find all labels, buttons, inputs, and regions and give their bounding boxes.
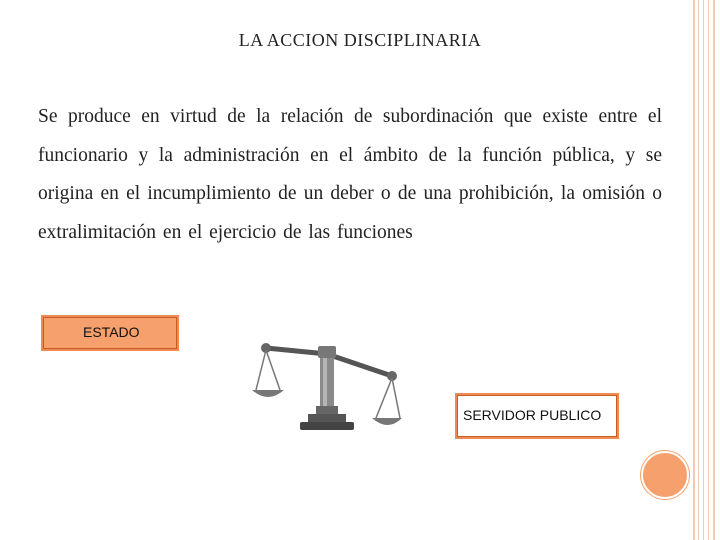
servidor-publico-box [455,393,619,439]
decorative-rule [698,0,699,540]
decorative-rule [708,0,709,540]
decorative-rule [713,0,715,540]
decorative-rule [693,0,695,540]
decorative-circle [641,451,689,499]
body-paragraph: Se produce en virtud de la relación de subordinación que existe entre el funcionario y la administración en el ámbito de la función pública, y se origina en el incumplimiento de un deber o de una prohibición, la omisión o extralimitación en el ejercicio de las funciones [38,106,662,243]
slide-title: LA ACCION DISCIPLINARIA [238,30,482,50]
servidor-publico-label: SERVIDOR PUBLICO [463,407,602,423]
decorative-rule [703,0,704,540]
estado-label: ESTADO [83,324,140,340]
estado-box [41,315,179,351]
scale-of-justice-icon [252,332,402,440]
